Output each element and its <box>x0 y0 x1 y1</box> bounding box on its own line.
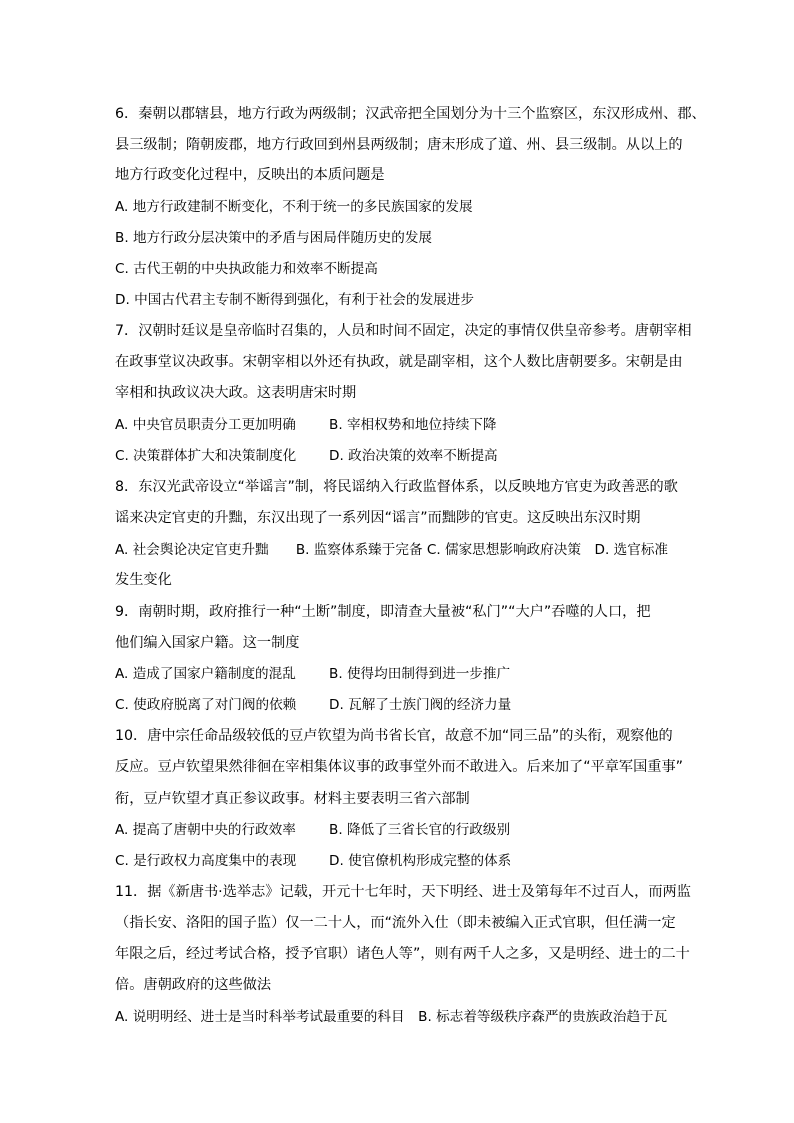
q11-stem-line-4: 倍。唐朝政府的这些做法 <box>115 977 272 993</box>
q6-option-a: A. 地方行政建制不断变化，不利于统一的多民族国家的发展 <box>115 199 473 215</box>
q8-stem-line-1: 8．东汉光武帝设立“举谣言”制，将民谣纳入行政监督体系，以反映地方官吏为政善恶的歌 <box>115 479 678 495</box>
q11-stem-line-1: 11．据《新唐书·选举志》记载，开元十七年时，天下明经、进士及第每年不过百人，而两监 <box>115 884 691 900</box>
q7-stem-line-3: 宰相和执政议决大政。这表明唐宋时期 <box>115 385 357 401</box>
q8-stem-line-2: 谣来决定官吏的升黜，东汉出现了一系列因“谣言”而黜陟的官吏。这反映出东汉时期 <box>115 510 641 526</box>
q7-option-a: A. 中央官员职责分工更加明确 <box>115 417 296 433</box>
q7-stem-line-2: 在政事堂议决政事。宋朝宰相以外还有执政，就是副宰相，这个人数比唐朝要多。宋朝是由 <box>115 354 683 370</box>
q6-stem-line-1: 6．秦朝以郡辖县，地方行政为两级制；汉武帝把全国划分为十三个监察区，东汉形成州、郡、 <box>115 106 706 122</box>
q6-option-b: B. 地方行政分层决策中的矛盾与困局伴随历史的发展 <box>115 230 433 246</box>
q7-option-b: B. 宰相权势和地位持续下降 <box>329 417 497 433</box>
q9-option-c: C. 使政府脱离了对门阀的依赖 <box>115 697 297 713</box>
q10-stem-line-2: 反应。豆卢钦望果然徘徊在宰相集体议事的政事堂外而不敢进入。后来加了“平章军国重事” <box>115 759 684 775</box>
q9-stem-line-1: 9．南朝时期，政府推行一种“土断”制度，即清查大量被“私门”“大户”吞噬的人口，把 <box>115 604 651 620</box>
q7-option-d: D. 政治决策的效率不断提高 <box>329 448 498 464</box>
q10-option-a: A. 提高了唐朝中央的行政效率 <box>115 822 296 838</box>
q9-option-d: D. 瓦解了士族门阀的经济力量 <box>329 697 512 713</box>
q7-option-c: C. 决策群体扩大和决策制度化 <box>115 448 297 464</box>
q6-stem-line-3: 地方行政变化过程中，反映出的本质问题是 <box>115 167 385 183</box>
q11-options-line: A. 说明明经、进士是当时科举考试最重要的科目 B. 标志着等级秩序森严的贵族政治趋于瓦 <box>115 1009 668 1025</box>
q10-stem-line-1: 10．唐中宗任命品级较低的豆卢钦望为尚书省长官，故意不加“同三品”的头衔，观察他的 <box>115 728 673 744</box>
q10-option-b: B. 降低了三省长官的行政级别 <box>329 822 511 838</box>
q6-option-c: C. 古代王朝的中央执政能力和效率不断提高 <box>115 261 378 277</box>
q9-option-a: A. 造成了国家户籍制度的混乱 <box>115 666 296 682</box>
q10-option-c: C. 是行政权力高度集中的表现 <box>115 853 297 869</box>
q9-stem-line-2: 他们编入国家户籍。这一制度 <box>115 635 300 651</box>
q11-stem-line-3: 年限之后，经过考试合格，授予官职）诸色人等”，则有两千人之多，又是明经、进士的二十 <box>115 946 690 962</box>
q11-stem-line-2: （指长安、洛阳的国子监）仅一二十人，而“流外入仕（即未被编入正式官职，但任满一定 <box>115 915 676 931</box>
q10-stem-line-3: 衔，豆卢钦望才真正参议政事。材料主要表明三省六部制 <box>115 791 470 807</box>
q10-option-d: D. 使官僚机构形成完整的体系 <box>329 853 512 869</box>
q8-options-continuation: 发生变化 <box>115 572 172 588</box>
q7-stem-line-1: 7．汉朝时廷议是皇帝临时召集的，人员和时间不固定，决定的事情仅供皇帝参考。唐朝宰相 <box>115 323 692 339</box>
q6-stem-line-2: 县三级制；隋朝废郡，地方行政回到州县两级制；唐末形成了道、州、县三级制。从以上的 <box>115 137 683 153</box>
q8-options-line: A. 社会舆论决定官吏升黜 B. 监察体系臻于完备 C. 儒家思想影响政府决策 D. 选官标准 <box>115 542 669 558</box>
q6-option-d: D. 中国古代君主专制不断得到强化，有利于社会的发展进步 <box>115 292 474 308</box>
q9-option-b: B. 使得均田制得到进一步推广 <box>329 666 511 682</box>
